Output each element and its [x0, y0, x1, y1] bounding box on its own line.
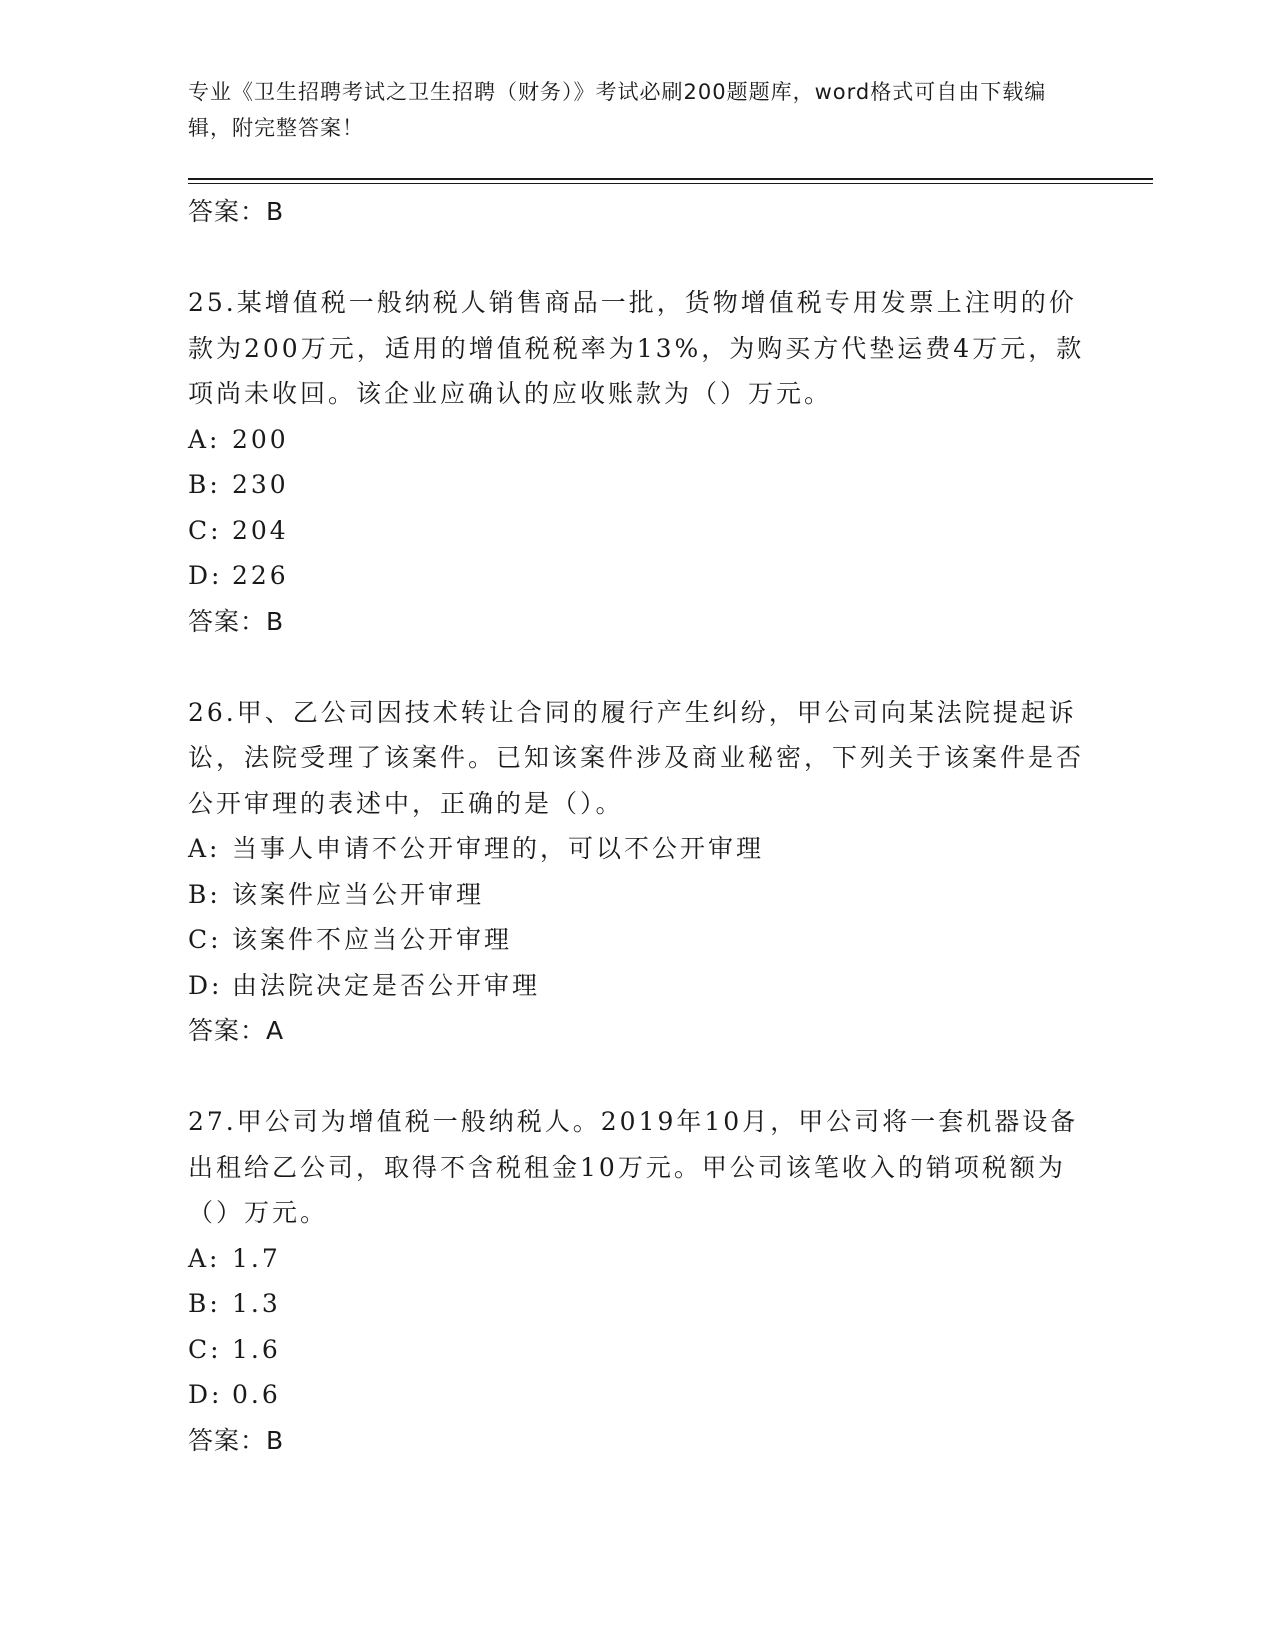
option-value: 230 — [232, 470, 289, 499]
option-key: C: — [188, 1334, 222, 1364]
option-value: 0.6 — [232, 1380, 281, 1409]
question-text: 26.甲、乙公司因技术转让合同的履行产生纠纷，甲公司向某法院提起诉讼，法院受理了该案件。已知该案件涉及商业秘密，下列关于该案件是否公开审理的表述中，正确的是（）。 — [188, 697, 1085, 818]
option-key: D: — [188, 970, 223, 1000]
question-25 — [188, 280, 1088, 644]
question-list — [188, 190, 1088, 1463]
question-26 — [188, 690, 1088, 1054]
option-key: A: — [188, 834, 221, 863]
question-answer: 答案：A — [188, 1016, 285, 1045]
option-value: 由法院决定是否公开审理 — [232, 970, 541, 1000]
question-answer: 答案：B — [188, 606, 285, 636]
option-b — [188, 1281, 1088, 1327]
option-value: 204 — [232, 515, 289, 545]
option-value: 1.3 — [232, 1289, 281, 1318]
header-rule-thin — [188, 183, 1153, 184]
option-key: D: — [188, 1380, 223, 1409]
option-value: 该案件应当公开审理 — [232, 879, 485, 909]
option-d — [188, 1372, 1088, 1418]
question-27 — [188, 1099, 1088, 1463]
option-c — [188, 917, 1088, 963]
option-key: D: — [188, 561, 223, 590]
option-value: 1.6 — [232, 1334, 281, 1364]
option-value: 该案件不应当公开审理 — [232, 925, 513, 954]
option-key: C: — [188, 925, 222, 954]
option-d — [188, 963, 1088, 1009]
option-a — [188, 826, 1088, 872]
option-b — [188, 872, 1088, 918]
option-c — [188, 1327, 1088, 1373]
option-a — [188, 1236, 1088, 1282]
option-key: B: — [188, 470, 221, 499]
option-key: B: — [188, 879, 221, 909]
option-key: B: — [188, 1289, 221, 1318]
option-value: 当事人申请不公开审理的，可以不公开审理 — [232, 834, 765, 863]
question-text: 27.甲公司为增值税一般纳税人。2019年10月，甲公司将一套机器设备出租给乙公司，取得不含税租金10万元。甲公司该笔收入的销项税额为（）万元。 — [188, 1107, 1079, 1227]
option-d — [188, 553, 1088, 599]
option-a — [188, 417, 1088, 463]
question-text: 25.某增值税一般纳税人销售商品一批，货物增值税专用发票上注明的价款为200万元，适用的增值税税率为13%，为购买方代垫运费4万元，款项尚未收回。该企业应确认的应收账款为（）万元。 — [188, 288, 1085, 408]
option-key: C: — [188, 515, 222, 545]
question-answer: 答案：B — [188, 1425, 285, 1455]
option-key: A: — [188, 424, 221, 454]
previous-answer: 答案：B — [188, 197, 285, 226]
header-rule-thick — [188, 178, 1153, 180]
option-c — [188, 508, 1088, 554]
option-value: 226 — [232, 561, 289, 590]
option-b — [188, 462, 1088, 508]
option-value: 200 — [232, 424, 289, 454]
option-key: A: — [188, 1243, 221, 1273]
document-header: 专业《卫生招聘考试之卫生招聘（财务）》考试必刷200题题库，word格式可自由下载编辑，附完整答案！ — [188, 80, 1047, 140]
option-value: 1.7 — [232, 1243, 281, 1273]
